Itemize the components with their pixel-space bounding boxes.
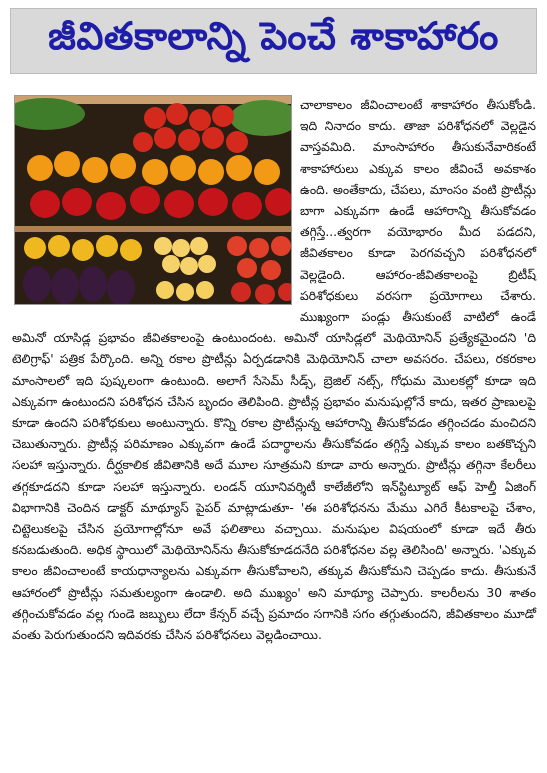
headline-banner <box>10 8 537 74</box>
headline: జీవితకాలాన్ని పెంచే శాకాహారం <box>48 14 499 58</box>
image-spacer <box>12 95 294 311</box>
article-body <box>12 95 536 765</box>
article-paragraph: చాలాకాలం జీవించాలంటే శాకాహారం తీసుకోండి. ఇది నినాదం కాదు. తాజా పరిశోధనలో వెల్లడైన వాస్తవమిది. మాంసాహారం తీసుకునేవారికంటే శాకాహారులు ఎక్కువ కాలం జీవించే అవకాశం ఉంది. అంతేకాదు, చేపలు, మాంసం వంటి ప్రొటీన్లు బాగా ఎక్కువగా ఉండే ఆహారాన్ని తీసుకోవడం తగ్గిస్తే...త్వరగా వయోభారం మీద పడదని, జీవితకాలం కూడా పెరగవచ్చని పరిశోధనలో వెల్లడైంది. ఆహారం-జీవితకాలంపై బ్రిటీష్ పరిశోధకులు వరసగా ప్రయోగాలు చేశారు. ముఖ్యంగా పండ్లు తీసుకుంటే వాటిలో ఉండే అమినో యాసిడ్ల ప్రభావం జీవితకాలంపై ఉంటుందంట. అమినో యాసిడ్లలో మెథియోనిన్ ప్రత్యేకమైందని 'ది టెలిగ్రాఫ్' పత్రిక పేర్కొంది. అన్ని రకాల ప్రొటీన్లు ఏర్పడడానికి మెథియోనిన్ చాలా అవసరం. చేపలు, రకరకాల మాంసాలలో ఇది పుష్కలంగా ఉంటుంది. అలాగే సేసెమ్ సీడ్స్, బ్రెజిల్ నట్స్, గోధుమ మొలకల్లో కూడా ఇది ఎక్కువగా ఉంటుందని పరిశోధన చేసిన బృందం తెలిపింది. ప్రొటీన్ల ప్రభావం మనుషుల్లోనే కాదు, ఇతర ప్రాణులపై కూడా ఉందని పరిశోధకులు అంటున్నారు. కొన్ని రకాల ప్రొటీన్లున్న ఆహారాన్ని తీసుకోవడం తగ్గించడం మంచిదని చెబుతున్నారు. ప్రొటీన్ల పరిమాణం ఎక్కువగా ఉండే పదార్థాలను తీసుకోవడం తగ్గిస్తే ఎక్కువ కాలం బతకొచ్చని సలహా ఇస్తున్నారు. దీర్ఘకాలిక జీవితానికి అదే మూల సూత్రమని కూడా వారు అన్నారు. ప్రొటీన్లు తగ్గినా కేలరీలు తగ్గకూడదని కూడా సలహా ఇస్తున్నారు. లండన్ యూనివర్శిటీ కాలేజీలోని ఇన్‌స్టిట్యూట్ ఆఫ్ హెల్తీ ఏజింగ్ విభాగానికి చెందిన డాక్టర్ మాథ్యూస్ పైపర్ మాట్లాడుతూ- 'ఈ పరిశోధనను మేము ఎగిరే కీటకాలపై చేశాం, చిట్టెలుకలపై చేసిన ప్రయోగాల్లోనూ అవే ఫలితాలు వచ్చాయి. మనుషుల విషయంలో కూడా ఇదే తీరు కనబడుతుంది. అధిక స్థాయిలో మెథియోనిన్‌ను తీసుకోకూడదనేది పరిశోధనల వల్ల తెలిసింది' అన్నారు. 'ఎక్కువ కాలం జీవించాలంటే కాయధాన్యాలను ఎక్కువగా తీసుకోవాలని, తక్కువ తీసుకోమని చెప్పడం కాదు. తీసుకునే ఆహారంలో ప్రొటీన్లు సమతుల్యంగా ఉండాలి. అది ముఖ్యం' అని మాథ్యూ చెప్పారు. కాలరీలను 30 శాతం తగ్గించుకోవడం వల్ల గుండె జబ్బులు లేదా కేన్సర్ వచ్చే ప్రమాదం సగానికి సగం తగ్గుతుందని, జీవితకాలం మూడో వంతు పెరుగుతుందని ఇదివరకు చేసిన పరిశోధనలు వెల్లడించాయి. <box>12 98 536 643</box>
